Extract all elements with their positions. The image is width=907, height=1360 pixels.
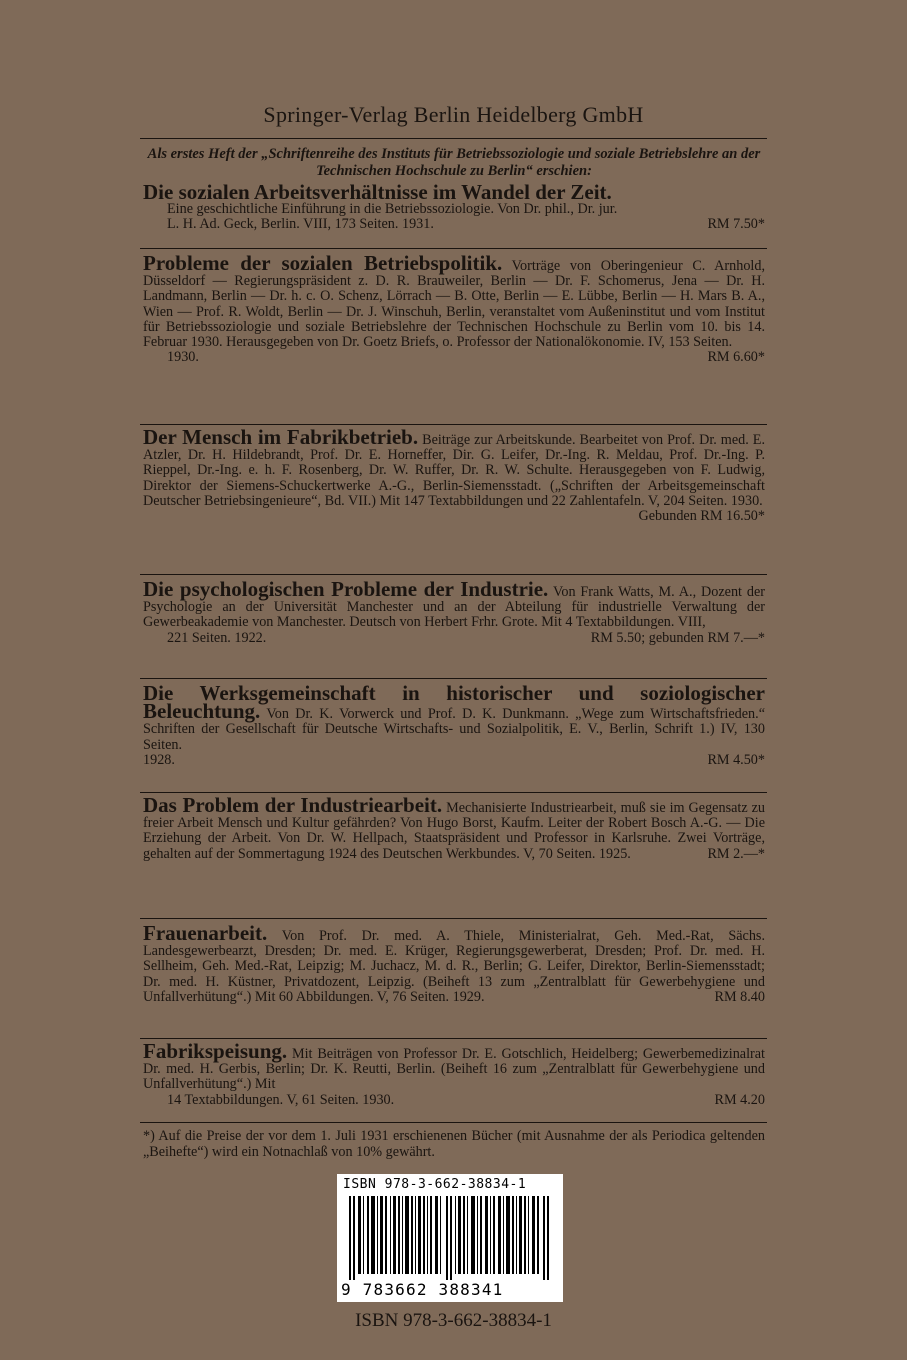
book-price: RM 5.50; gebunden RM 7.—* (590, 629, 765, 646)
book-title: Die Werksgemeinschaft in historischer und soziologischer Beleuchtung. (143, 681, 765, 724)
book-title: Der Mensch im Fabrikbetrieb. (143, 425, 419, 449)
book-price-line (143, 217, 765, 232)
book-entry (143, 793, 765, 862)
book-description: Probleme der sozialen Betriebspolitik. Vorträge von Oberingenieur C. Arnhold, Düsseldorf — Regierungspräsident z. D. R. Brauweiler, Berlin — Dr. F. Schomerus, Jena — Dr. H. Landmann, Berlin — Dr. h. c. O. Schenz, Lörrach — B. Otte, Berlin — E. Lübbe, Berlin — H. Mars B. A., Wien — Prof. R. Woldt, Berlin — Dr. J. Winschuh, Berlin, veranstaltet vom Außeninstitut und vom Institut für Betriebssoziologie und soziale Betriebslehre der Technischen Hochschule zu Berlin vom 10. bis 14. Februar 1930. Herausgegeben von Dr. Goetz Briefs, o. Professor der Nationalökonomie. IV, 153 Seiten. (143, 251, 766, 351)
price-footnote: *) Auf die Preise der vor dem 1. Juli 1931 erschienenen Bücher (mit Ausnahme der als Periodica geltenden „Beihefte“) wird ein Notnachlaß von 10% gewährt. (143, 1128, 765, 1160)
book-title: Probleme der sozialen Betriebspolitik. (143, 251, 503, 275)
book-price: RM 6.60* (707, 349, 765, 366)
book-description: Die Werksgemeinschaft in historischer und soziologischer Beleuchtung. Von Dr. K. Vorwerck und Prof. D. K. Dunkmann. „Wege zum Wirtschaftsfrieden.“ Schriften der Gesellschaft für Deutsche Wirtschafts- und Sozialpolitik, E. V., Berlin, Schrift 1.) IV, 130 Seiten. (143, 681, 765, 753)
book-price: RM 2.—* (707, 845, 765, 862)
book-price: Gebunden RM 16.50* (638, 508, 765, 525)
isbn-label: ISBN 978-3-662-38834-1 (355, 1310, 552, 1331)
book-entry (143, 1039, 765, 1108)
top-rule (140, 138, 767, 139)
book-description: Frauenarbeit. Von Prof. Dr. med. A. Thiele, Ministerialrat, Geh. Med.-Rat, Sächs. Landesgewerbearzt, Dresden; Dr. med. E. Krüger, Regierungsgewerberat, Dresden; Prof. Dr. med. H. Sellheim, Geh. Med.-Rat, Leipzig; M. Juchacz, M. d. R., Berlin; G. Leifer, Direktor, Berlin-Siemensstadt; Dr. med. H. Küstner, Privatdozent, Leipzig. (Beiheft 13 zum „Zentralblatt für Gewerbehygiene und Unfallverhütung“.) Mit 60 Abbildungen. V, 76 Seiten. 1929. RM 8.40 (143, 921, 765, 1005)
book-price: RM 4.50* (707, 751, 765, 768)
book-entry (143, 577, 765, 646)
barcode-isbn-label: ISBN 978-3-662-38834-1 (343, 1177, 527, 1192)
book-description: Eine geschichtliche Einführung in die Betriebssoziologie. Von Dr. phil., Dr. jur. (167, 201, 618, 217)
book-title: Die psychologischen Probleme der Industrie. (143, 577, 549, 601)
book-entry (143, 425, 765, 525)
series-intro: Als erstes Heft der „Schriftenreihe des Instituts für Betriebssoziologie und soziale Betriebslehre an der Technischen Hochschule zu Berlin“ erschien: (147, 146, 761, 179)
divider (140, 574, 767, 575)
book-price: RM 8.40 (714, 988, 765, 1005)
book-imprint: 1930. (167, 349, 199, 366)
barcode (337, 1174, 563, 1302)
book-imprint: 221 Seiten. 1922. (167, 629, 267, 646)
book-title: Die sozialen Arbeitsverhältnisse im Wandel der Zeit. (143, 180, 612, 204)
book-price-line (143, 631, 765, 646)
divider (140, 1122, 767, 1123)
book-imprint: 14 Textabbildungen. V, 61 Seiten. 1930. (167, 1091, 395, 1108)
book-entry (143, 681, 765, 768)
book-entry (143, 182, 765, 232)
book-imprint: L. H. Ad. Geck, Berlin. VIII, 173 Seiten. 1931. (167, 216, 434, 233)
book-description: Das Problem der Industriearbeit. Mechanisierte Industriearbeit, muß sie im Gegensatz zu freier Arbeit Mensch und Kultur gefährden? Von Hugo Borst, Kaufm. Leiter der Robert Bosch A.-G. — Die Erziehung der Arbeit. Von Dr. W. Hellpach, Staatspräsident und Professor in Karlsruhe. Zwei Vorträge, gehalten auf der Sommertagung 1924 des Deutschen Werkbundes. V, 70 Seiten. 1925. RM 2.—* (143, 793, 765, 862)
divider (140, 678, 767, 679)
divider (140, 918, 767, 919)
book-description: Der Mensch im Fabrikbetrieb. Beiträge zur Arbeitskunde. Bearbeitet von Prof. Dr. med. E. Atzler, Dr. H. Hildebrandt, Prof. Dr. E. Horneffer, Dir. G. Leifer, Dr.-Ing. R. Meldau, Prof. Dr.-Ing. P. Rieppel, Dr.-Ing. e. h. F. Rosenberg, Dr. W. Ruffer, Dr. R. W. Schulte. Herausgegeben von F. Ludwig, Direktor der Siemens-Schuckertwerke A.-G., Berlin-Siemensstadt. („Schriften der Arbeitsgemeinschaft Deutscher Betriebsingenieure“, Bd. VII.) Mit 147 Textabbildungen und 22 Zahlentafeln. V, 204 Seiten. 1930. (143, 425, 765, 509)
book-description: Fabrikspeisung. Mit Beiträgen von Professor Dr. E. Gotschlich, Heidelberg; Gewerbemedizinalrat Dr. med. H. Gerbis, Berlin; Dr. K. Reutti, Berlin. (Beiheft 16 zum „Zentralblatt für Gewerbehygiene und Unfallverhütung“.) Mit (143, 1039, 765, 1093)
book-title: Das Problem der Industriearbeit. (143, 793, 443, 817)
book-price-line (143, 1093, 765, 1108)
book-price: RM 4.20 (714, 1091, 765, 1108)
book-entry (143, 921, 765, 1005)
book-price-line (143, 350, 765, 365)
divider (140, 248, 767, 249)
book-imprint: 1928. (143, 751, 175, 768)
publisher-name: Springer-Verlag Berlin Heidelberg GmbH (263, 102, 644, 127)
book-entry (143, 251, 766, 366)
book-price-line (143, 509, 765, 524)
book-title: Frauenarbeit. (143, 921, 268, 945)
book-price: RM 7.50* (707, 216, 765, 233)
book-description: Die psychologischen Probleme der Industrie. Von Frank Watts, M. A., Dozent der Psychologie an der Universität Manchester und an der Abteilung für industrielle Verwaltung der Gewerbeakademie von Manchester. Deutsch von Herbert Frhr. Grote. Mit 4 Textabbildungen. VIII, (143, 577, 765, 631)
barcode-bars-icon (349, 1196, 551, 1280)
book-title: Fabrikspeisung. (143, 1039, 288, 1063)
book-price-line (143, 753, 765, 768)
barcode-digits: 9 783662 388341 (341, 1280, 504, 1299)
